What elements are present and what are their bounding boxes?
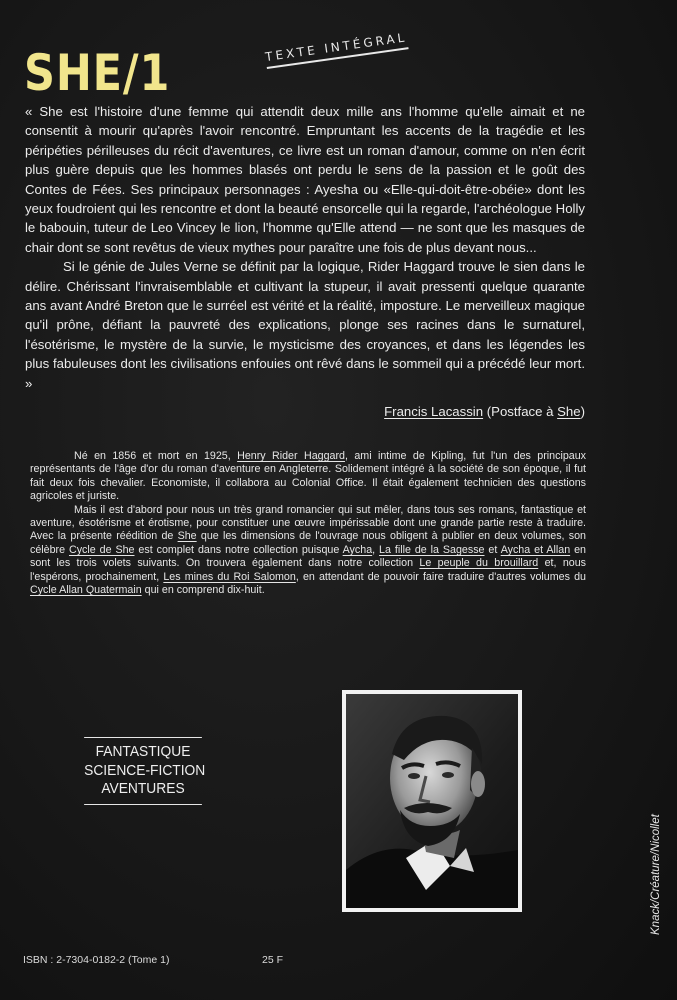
bio-paragraph — [30, 450, 586, 504]
bio-text: que les dimensions de l'ouvrage nous obligent à publier en deux volumes, son célèbre — [30, 530, 586, 556]
book-title: Cycle de She — [68, 543, 135, 556]
bio-text: est complet dans notre collection puisque — [134, 543, 343, 556]
author-portrait — [342, 690, 522, 912]
bio-text: qui en comprend dix-huit. — [141, 584, 265, 597]
book-title: Cycle Allan Quatermain — [30, 584, 142, 597]
bio-text: et, nous l'espérons, prochainement, — [30, 557, 586, 583]
book-title: Les mines du Roi Salomon — [163, 570, 296, 583]
book-title: Aycha et Allan — [500, 543, 571, 556]
portrait-illustration — [342, 690, 522, 912]
genre-label: SCIENCE-FICTION — [84, 761, 206, 779]
bio-text: , en attendant de pouvoir faire traduire d'autres volumes du — [295, 570, 586, 583]
bio-text: Né en 1856 et mort en 1925, — [74, 450, 238, 462]
bio-text: et — [484, 543, 501, 556]
quote-paragraph: Si le génie de Jules Verne se définit par la logique, Rider Haggard trouve le sien dans le délire. Chérissant l'invraisemblable et cultivant la stupeur, il avait pressenti quelque quarante ans avant André Breton que le surréel est vérité et la réalité, imposture. Le merveilleux magique qu'il prône, défiant la pauvreté des explications, plonge ses racines dans le surnaturel, l'ésotérisme, le mystère de la survie, le mysticisme des croyances, et dans les légendes les plus fabuleuses dont les civilisations enfouies ont rêvé dans le sommeil qui a précédé leur mort. » — [25, 259, 585, 391]
quote-paragraph: « She est l'histoire d'une femme qui attendit deux mille ans l'homme qu'elle aimait et ne consentit à mourir qu'après l'avoir rencontré. Empruntant les accents de la tragédie et les péripéties périlleuses du récit d'aventures, ce livre est un roman d'amour, comme on n'en écrit plus guère depuis que les hommes blasés ont perdu le sens de la passion et le goût des Contes de Fées. Ses principaux personnages : Ayesha ou «Elle-qui-doit-être-obéie» dont les yeux foudroient qui les rencontre et dont la beauté ensorcelle qui la regarde, l'archéologue Holly le babouin, tuteur de Leo Vincey le lion, l'homme qu'Elle attend — ne sont que les masques de chair dont se sont revêtus de vieux mythes pour paraître une fois de plus devant nous... — [25, 104, 585, 255]
bio-text: Mais il est d'abord pour nous un très grand romancier qui sut mêler, dans tous ses romans, fantastique et aventure, ésotérisme et érotisme, pour constituer une œuvre impérissable dont une grande partie reste à traduire. Avec la présente réédition de — [30, 503, 586, 543]
genre-label: FANTASTIQUE — [95, 743, 191, 760]
price: 25 F — [262, 954, 284, 966]
bio-paragraph — [30, 504, 586, 598]
genre-block — [84, 737, 206, 805]
texte-integral-badge: TEXTE INTÉGRAL — [264, 30, 408, 69]
book-title: She — [177, 530, 197, 543]
isbn: ISBN : 2-7304-0182-2 (Tome 1) — [23, 954, 170, 966]
cover-title: SHE/1 — [24, 44, 171, 102]
signature-book: She — [557, 404, 581, 419]
signature-author: Francis Lacassin — [384, 404, 484, 419]
blurb-quote — [25, 102, 585, 393]
signature-post: ) — [580, 404, 585, 419]
cover-credit: Knack/Créature/Nicollet — [650, 814, 662, 935]
bio-text: , ami intime de Kipling, fut l'un des principaux représentants de l'âge d'or du roman d'aventure en Angleterre. Solidement intégré à la société de son époque, il fut fait deux fois chevalier. Economiste, il collabora au Colonial Office. Il était également technicien des questions agricoles et juriste. — [30, 450, 586, 503]
bio-text: en sont les trois volets suivants. On trouvera également dans notre collection — [30, 543, 586, 570]
genre-label: AVENTURES — [101, 780, 185, 797]
signature-pre: (Postface à — [486, 404, 558, 419]
book-title: Aycha — [342, 543, 373, 556]
book-title: La fille de la Sagesse — [379, 543, 485, 556]
author-name: Henry Rider Haggard — [237, 450, 345, 462]
bio-text: , — [372, 543, 380, 556]
quote-signature — [372, 404, 585, 419]
book-title: Le peuple du brouillard — [419, 557, 539, 570]
author-bio — [30, 450, 586, 597]
